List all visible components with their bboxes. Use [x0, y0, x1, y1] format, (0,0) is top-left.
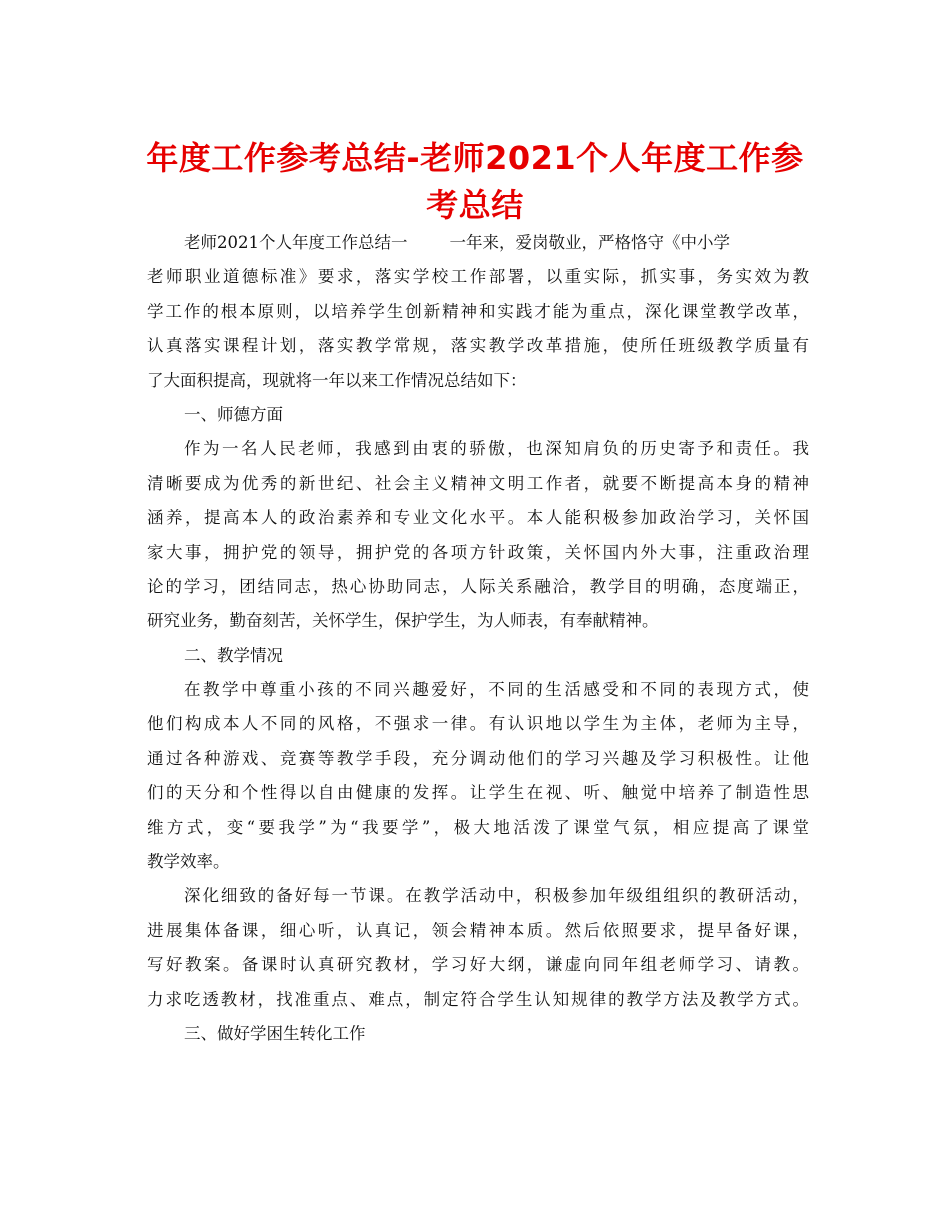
p3-line-1: 深化细致的备好每一节课。在教学活动中，积极参加年级组组织的教研活动， — [184, 886, 809, 906]
document-title-line-1: 年度工作参考总结-老师2021个人年度工作参 — [146, 139, 804, 177]
intro-line-2: 老师职业道德标准》要求，落实学校工作部署，以重实际，抓实事，务实效为教 — [147, 267, 809, 287]
p2-line-1: 在教学中尊重小孩的不同兴趣爱好，不同的生活感受和不同的表现方式，使 — [184, 680, 809, 700]
p3-line-2: 进展集体备课，细心听，认真记，领会精神本质。然后依照要求，提早备好课， — [147, 920, 809, 940]
p1-line-6: 研究业务，勤奋刻苦，关怀学生，保护学生，为人师表，有奉献精神。 — [147, 611, 659, 631]
intro-line-3: 学工作的根本原则，以培养学生创新精神和实践才能为重点，深化课堂教学改革， — [147, 301, 809, 321]
document-title-line-2: 考总结 — [426, 186, 524, 224]
section-heading-1: 一、师德方面 — [184, 404, 283, 424]
document-body — [147, 226, 809, 1051]
intro-line-5: 了大面积提高，现就将一年以来工作情况总结如下： — [147, 370, 527, 390]
intro-line-1 — [147, 226, 809, 260]
section-heading-2: 二、教学情况 — [184, 645, 283, 665]
p2-line-2: 他们构成本人不同的风格，不强求一律。有认识地以学生为主体，老师为主导， — [147, 714, 809, 734]
p1-line-2: 清晰要成为优秀的新世纪、社会主义精神文明工作者，就要不断提高本身的精神 — [147, 473, 809, 493]
p3-line-4: 力求吃透教材，找准重点、难点，制定符合学生认知规律的教学方法及教学方式。 — [147, 989, 809, 1009]
p1-line-3: 涵养，提高本人的政治素养和专业文化水平。本人能积极参加政治学习，关怀国 — [147, 508, 809, 528]
p3-line-3: 写好教案。备课时认真研究教材，学习好大纲，谦虚向同年组老师学习、请教。 — [147, 955, 809, 975]
p1-line-4: 家大事，拥护党的领导，拥护党的各项方针政策，关怀国内外大事，注重政治理 — [147, 542, 809, 562]
p2-line-3: 通过各种游戏、竞赛等教学手段，充分调动他们的学习兴趣及学习积极性。让他 — [147, 748, 809, 768]
p1-line-1: 作为一名人民老师，我感到由衷的骄傲，也深知肩负的历史寄予和责任。我 — [184, 439, 809, 459]
p1-line-5: 论的学习，团结同志，热心协助同志，人际关系融洽，教学目的明确，态度端正， — [147, 576, 809, 596]
intro-line-1-text: 一年来，爱岗敬业，严格恪守《中小学 — [449, 233, 730, 252]
p2-line-6: 教学效率。 — [147, 852, 230, 872]
p2-line-4: 们的天分和个性得以自由健康的发挥。让学生在视、听、触觉中培养了制造性思 — [147, 783, 809, 803]
p2-line-5: 维方式，变“要我学”为“我要学”，极大地活泼了课堂气氛，相应提高了课堂 — [147, 817, 809, 837]
section-heading-3: 三、做好学困生转化工作 — [184, 1023, 366, 1043]
intro-label: 老师2021个人年度工作总结一 — [184, 233, 408, 252]
intro-line-4: 认真落实课程计划，落实教学常规，落实教学改革措施，使所任班级教学质量有 — [147, 336, 809, 356]
